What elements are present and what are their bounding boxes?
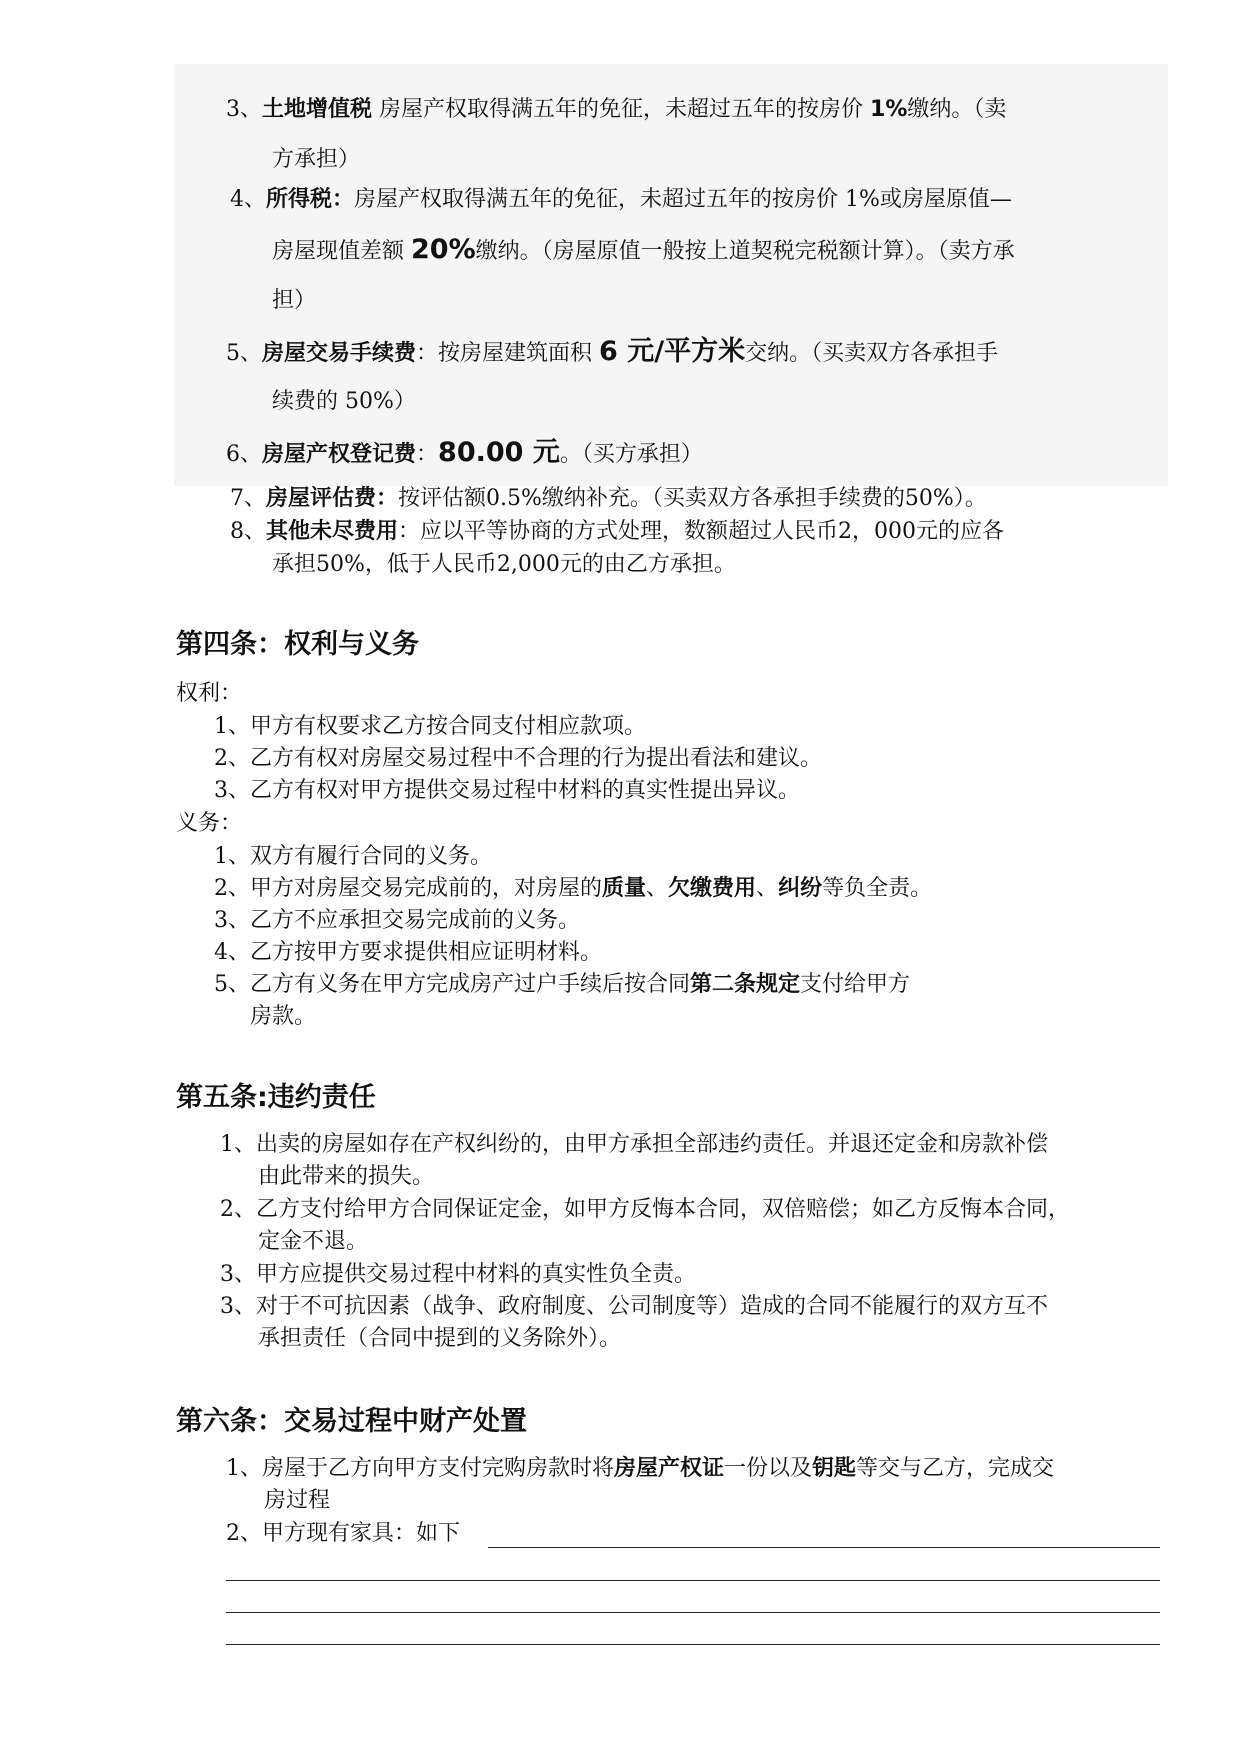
duties-item: 3、乙方不应承担交易完成前的义务。 <box>214 908 580 933</box>
article-4-heading: 第四条：权利与义务 <box>176 629 419 660</box>
duties-item: 5、乙方有义务在甲方完成房产过户手续后按合同第二条规定支付给甲方 <box>214 972 911 997</box>
rights-item: 2、乙方有权对房屋交易过程中不合理的行为提出看法和建议。 <box>214 746 822 771</box>
duties-item: 2、甲方对房屋交易完成前的，对房屋的质量、欠缴费用、纠纷等负全责。 <box>214 876 933 901</box>
duties-label: 义务： <box>176 811 243 836</box>
fee-item-continuation: 续费的 50%） <box>272 389 416 414</box>
fee-item-other-fees: 8、其他未尽费用：应以平等协商的方式处理，数额超过人民币2，000元的应各 <box>230 519 1005 544</box>
fee-item-land-value-tax: 3、土地增值税 房屋产权取得满五年的免征，未超过五年的按房价 1%缴纳。（卖 <box>226 97 1007 122</box>
breach-item-continuation: 定金不退。 <box>258 1229 369 1254</box>
fee-title: 其他未尽费用 <box>266 519 399 544</box>
fee-item-income-tax: 4、所得税：房屋产权取得满五年的免征，未超过五年的按房价 1%或房屋原值— <box>230 187 1012 212</box>
fee-item-appraisal-fee: 7、房屋评估费：按评估额0.5%缴纳补充。（买卖双方各承担手续费的50%）。 <box>230 486 987 511</box>
article-6-heading: 第六条：交易过程中财产处置 <box>176 1406 527 1437</box>
duties-item: 1、双方有履行合同的义务。 <box>214 844 492 869</box>
fee-item-continuation: 承担50%，低于人民币2,000元的由乙方承担。 <box>272 552 736 577</box>
duties-item: 4、乙方按甲方要求提供相应证明材料。 <box>214 940 602 965</box>
fee-rate: 20% <box>411 234 476 265</box>
fee-title: 房屋产权登记费 <box>262 442 417 467</box>
rights-item: 1、甲方有权要求乙方按合同支付相应款项。 <box>214 714 646 739</box>
furniture-item: 2、甲方现有家具：如下 <box>226 1521 460 1546</box>
rights-label: 权利： <box>176 681 243 706</box>
furniture-fill-line <box>488 1547 1160 1548</box>
furniture-fill-line <box>226 1612 1160 1613</box>
fee-item-registration-fee: 6、房屋产权登记费：80.00 元。（买方承担） <box>226 437 703 468</box>
property-item: 1、房屋于乙方向甲方支付完购房款时将房屋产权证一份以及钥匙等交与乙方，完成交 <box>226 1456 1055 1481</box>
duties-item-continuation: 房款。 <box>250 1004 317 1029</box>
breach-item: 3、甲方应提供交易过程中材料的真实性负全责。 <box>220 1262 696 1287</box>
breach-item-continuation: 承担责任（合同中提到的义务除外）。 <box>258 1326 622 1351</box>
breach-item: 2、乙方支付给甲方合同保证定金，如甲方反悔本合同，双倍赔偿；如乙方反悔本合同， <box>220 1197 1070 1222</box>
fee-item-transaction-fee: 5、房屋交易手续费：按房屋建筑面积 6 元/平方米交纳。（买卖双方各承担手 <box>226 336 999 367</box>
furniture-fill-line <box>226 1644 1160 1645</box>
article-5-heading: 第五条:违约责任 <box>176 1082 376 1113</box>
fee-amount: 6 元/平方米 <box>599 336 746 367</box>
fee-amount: 80.00 元 <box>438 437 560 468</box>
fee-title: 房屋评估费： <box>266 486 399 511</box>
fee-item-continuation: 方承担） <box>272 147 361 172</box>
property-item-continuation: 房过程 <box>264 1488 331 1513</box>
shaded-fee-block <box>174 64 1168 486</box>
fee-title: 房屋交易手续费 <box>262 341 417 366</box>
breach-item-continuation: 由此带来的损失。 <box>258 1164 435 1189</box>
fee-rate: 1% <box>870 97 908 122</box>
breach-item: 3、对于不可抗因素（战争、政府制度、公司制度等）造成的合同不能履行的双方互不 <box>220 1294 1048 1319</box>
fee-title: 所得税： <box>266 187 355 212</box>
fee-item-continuation: 房屋现值差额 20%缴纳。（房屋原值一般按上道契税完税额计算）。（卖方承 <box>272 234 1015 265</box>
breach-item: 1、出卖的房屋如存在产权纠纷的，由甲方承担全部违约责任。并退还定金和房款补偿 <box>220 1132 1048 1157</box>
rights-item: 3、乙方有权对甲方提供交易过程中材料的真实性提出异议。 <box>214 778 800 803</box>
fee-title: 土地增值税 <box>262 97 373 122</box>
furniture-fill-line <box>226 1580 1160 1581</box>
fee-item-continuation: 担） <box>272 288 317 313</box>
